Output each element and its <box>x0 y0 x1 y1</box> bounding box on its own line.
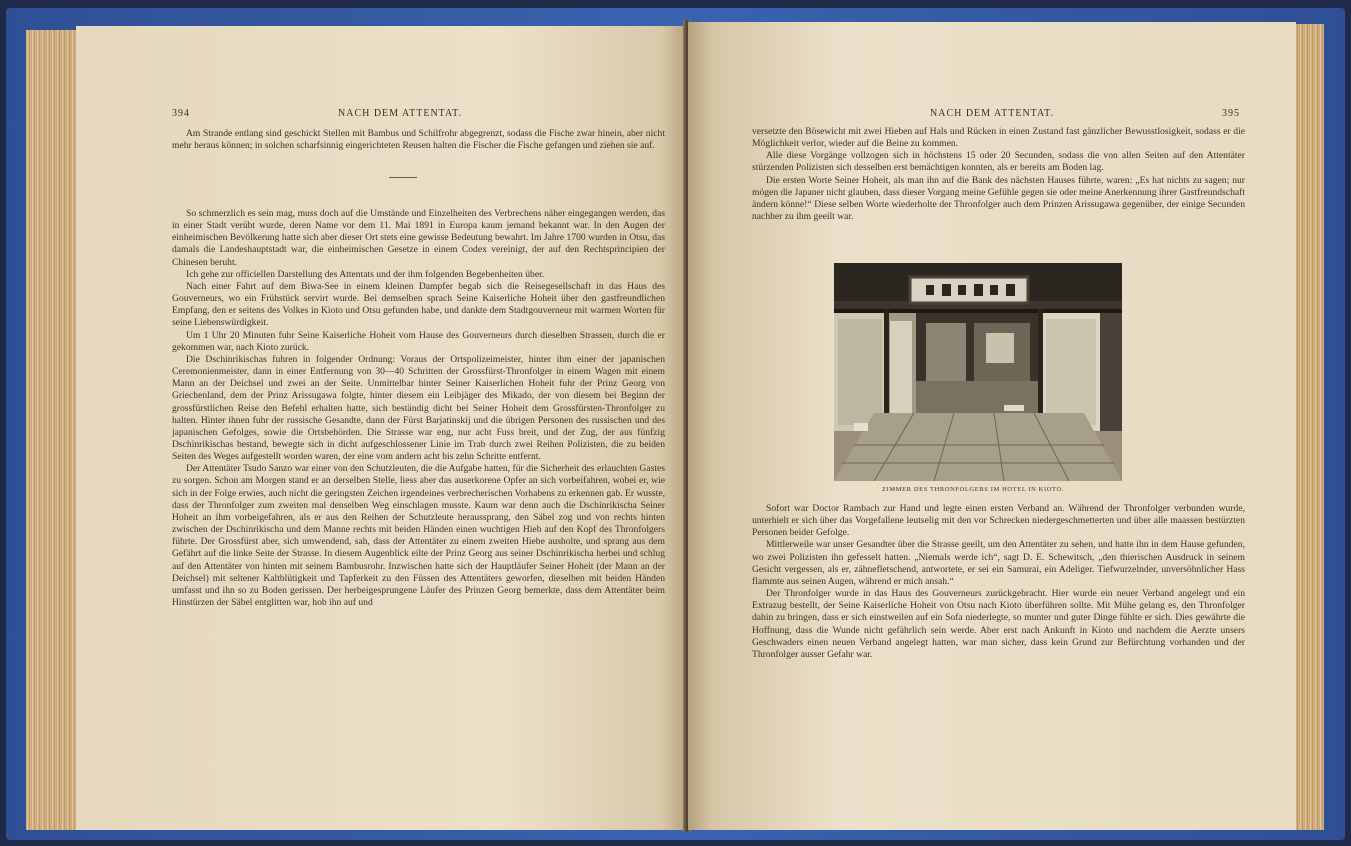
left-page <box>76 26 686 830</box>
right-page <box>688 22 1296 830</box>
plate-photograph <box>834 263 1122 481</box>
right-page-number: 395 <box>1222 108 1240 119</box>
left-paragraph: Um 1 Uhr 20 Minuten fuhr Seine Kaiserliche Hoheit vom Hause des Gouverneurs durch dieselben Strassen, durch die er gekommen war, nach Kioto zurück. <box>172 329 665 353</box>
right-running-title: NACH DEM ATTENTAT. <box>930 108 1054 119</box>
page-edges-right <box>1294 24 1324 830</box>
right-paragraph: Alle diese Vorgänge vollzogen sich in höchstens 15 oder 20 Secunden, sodass die von allen Seiten auf den Attentäter stürzenden Polizisten sich desselben erst bemächtigen konnten, als er bereits am Boden lag. <box>752 150 1245 174</box>
left-paragraph: So schmerzlich es sein mag, muss doch auf die Umstände und Einzelheiten des Verbrechens näher eingegangen werden, das in einer Stadt verübt wurde, deren Name vor dem 11. Mai 1891 in Europa kaum jemand bekannt war. In den Augen der einheimischen Bevölkerung hatte sich aber dieser Ort stets eine gewisse Bedeutung bewahrt. Im Jahre 1700 wurden in Otsu, das damals die Landeshauptstadt war, die einheimischen Gesetze in einem Codex vereinigt, der auf den Rechtsprincipien der Chinesen beruht. <box>172 208 665 268</box>
right-paragraph: Die ersten Worte Seiner Hoheit, als man ihn auf die Bank des nächsten Hauses führte, waren: „Es hat nichts zu sagen; nur mögen die Japaner nicht glauben, dass dieser Vorgang meine Gefühle gegen sie oder meine Anerkennung ihrer Gastfreundschaft ändern könne!“ Diese selben Worte wiederholte der Thronfolger auch dem Prinzen Arissugawa gegenüber, der einige Secunden nachher zu ihm geeilt war. <box>752 174 1245 223</box>
left-intro-text <box>172 128 665 152</box>
left-body-text <box>172 208 665 609</box>
left-paragraph-1: Am Strande entlang sind geschickt Stellen mit Bambus und Schilfrohr abgegrenzt, sodass die Fische zwar hinein, aber nicht mehr heraus können; in solchen scharfsinnig eingerichteten Reusen halten die Fischer die Fische gefangen und ziehen sie auf. <box>172 128 665 152</box>
left-paragraph: Ich gehe zur officiellen Darstellung des Attentats und der ihm folgenden Begebenheiten über. <box>186 268 545 280</box>
right-paragraph: Sofort war Doctor Rambach zur Hand und legte einen ersten Verband an. Während der Thronfolger verbunden wurde, unterhielt er sich über das Vorgefallene leutselig mit den vor Schrecken niedergeschmetterten und über alle maassen bestürzten Personen beider Gefolge. <box>752 503 1245 539</box>
left-paragraph: Der Attentäter Tsudo Sanzo war einer von den Schutzleuten, die die Aufgabe hatten, für die Sicherheit des erlauchten Gastes zu sorgen. Schon am Morgen stand er an derselben Stelle, liess aber das auserkorene Opfer an sich vorbeifahren, wobei er, wie sich in der Folge erwies, auch nicht die geringsten Zeichen irgendeines verbrecherischen Vorhabens zu erkennen gab. Er wusste, dass der Thronfolger zum zweiten mal denselben Weg einschlagen musste. Kaum war denn auch die Dschinrikischa Seiner Hoheit an ihm vorbeigefahren, als er aus den Reihen der Schutzleute heraussprang, den Säbel zog und von rechts hinten zwischen der Dschinrikischa und dem Manne rechts mit beiden Händen einen wuchtigen Hieb auf den Kopf des Thronfolgers führte. Der Grossfürst aber, sich umwendend, sah, dass der Attentäter zu einem zweiten Hiebe ausholte, und sprang aus dem Gefährt auf die linke Seite der Strasse. In diesem Augenblick eilte der Prinz Georg aus seiner Dschinrikischa herbei und schlug auf den Attentäter von hinten mit seinem Bambusrohr. Inzwischen hatte sich der Hauptläufer Seiner Hoheit (der Mann an der Deichsel) mit seltener Kaltblütigkeit und Tapferkeit zu den Füssen des Attentäters geworfen, dieselben mit beiden Händen umfasst und ihn so zu Boden gerissen. Der herbeigesprungene Läufer des Prinzen Georg bemerkte, dass dem Attentäter beim Hinstürzen der Säbel entglitten war, hob ihn auf und <box>172 463 665 608</box>
right-paragraph: Mittlerweile war unser Gesandter über die Strasse geeilt, um den Attentäter zu sehen, und hatte ihn in dem Hause gefunden, wo zwei Polizisten ihn gefesselt hatten. „Niemals werde ich“, sagt D. E. Schewitsch, „den thierischen Ausdruck in seinem Gesicht vergessen, als er, zähnefletschend, antwortete, er sei ein Samurai, ein Adeliger. Tiefwurzelnder, unversöhnlicher Hass flammte aus seinen Augen, während er mich ansah.“ <box>752 539 1245 587</box>
room-photo-illustration <box>834 263 1122 481</box>
left-paragraph: Die Dschinrikischas fuhren in folgender Ordnung: Voraus der Ortspolizeimeister, hinter ihm einer der japanischen Ceremonienmeister, dann in einer Entfernung von 30—40 Schritten der Grossfürst-Thronfolger in einem Wagen mit einem Mann an der Deichsel und zwei an der Seite. Unmittelbar hinter Seiner Kaiserlichen Hoheit fuhr der Prinz Georg von Griechenland, dem der Prinz Arissugawa folgte, hinter diesem ein Leibjäger des Mikado, der von diesem bei Beginn der grossfürstlichen Reise den Befehl erhalten hatte, sich beständig dicht bei Seiner Hoheit dem Grossfürsten-Thronfolger zu halten. Hinter ihnen fuhr der russische Gesandte, dann der Fürst Barjatinskij und die übrigen Personen des russischen und des japanischen Gefolges, sowie die Ortsbehörden. Die Strasse war eng, nur acht Fuss breit, und der Zug, der aus fünfzig Dschinrikischas bestand, bewegte sich in dicht aufgeschlossener Linie im Trab durch zwei Reihen Polizisten, die zu beiden Seiten des Weges aufgestellt worden waren, der eine vom andern acht bis zehn Schritte entfernt. <box>172 353 665 463</box>
page-edges-left <box>26 30 78 830</box>
section-divider <box>389 177 417 178</box>
plate-caption: ZIMMER DES THRONFOLGERS IM HOTEL IN KIOTO. <box>882 486 1064 493</box>
right-top-text <box>752 126 1245 223</box>
left-page-number: 394 <box>172 108 190 119</box>
right-paragraph: versetzte den Bösewicht mit zwei Hieben auf Hals und Rücken in einen Zustand fast gänzlicher Bewusstlosigkeit, sodass er die Möglichkeit verlor, wieder auf die Beine zu kommen. <box>752 126 1245 150</box>
right-paragraph: Der Thronfolger wurde in das Haus des Gouverneurs zurückgebracht. Hier wurde ein neuer Verband angelegt und ein Extrazug bestellt, der Seine Kaiserliche Hoheit von Otsu nach Kioto überführen sollte. Mit Mühe gelang es, den Thronfolger dahin zu bringen, dass er sich einstweilen auf ein Sofa niederlegte, so munter und guter Dinge fühlte er sich. Dies gewährte die Hoffnung, dass die Wunde nicht gefährlich sein werde. Aber erst nach Ankunft in Kioto und nachdem die Aerzte unsers Geschwaders einen neuen Verband angelegt hatten, war man sicher, dass kein Grund zur Befürchtung vorhanden und der Thronfolger ausser Gefahr war. <box>752 588 1245 660</box>
left-running-title: NACH DEM ATTENTAT. <box>338 108 462 119</box>
right-bottom-text <box>752 503 1245 661</box>
left-paragraph: Nach einer Fahrt auf dem Biwa-See in einem kleinen Dampfer begab sich die Reisegesellschaft in das Haus des Gouverneurs, wo ein Frühstück servirt wurde. Bei demselben sprach Seine Kaiserliche Hoheit über den gastfreundlichen Empfang, den er seitens des Volkes in Kioto und Otsu gefunden habe, und dankte dem Stadtgouverneur mit warmen Worten für seine Liebenswürdigkeit. <box>172 280 665 329</box>
